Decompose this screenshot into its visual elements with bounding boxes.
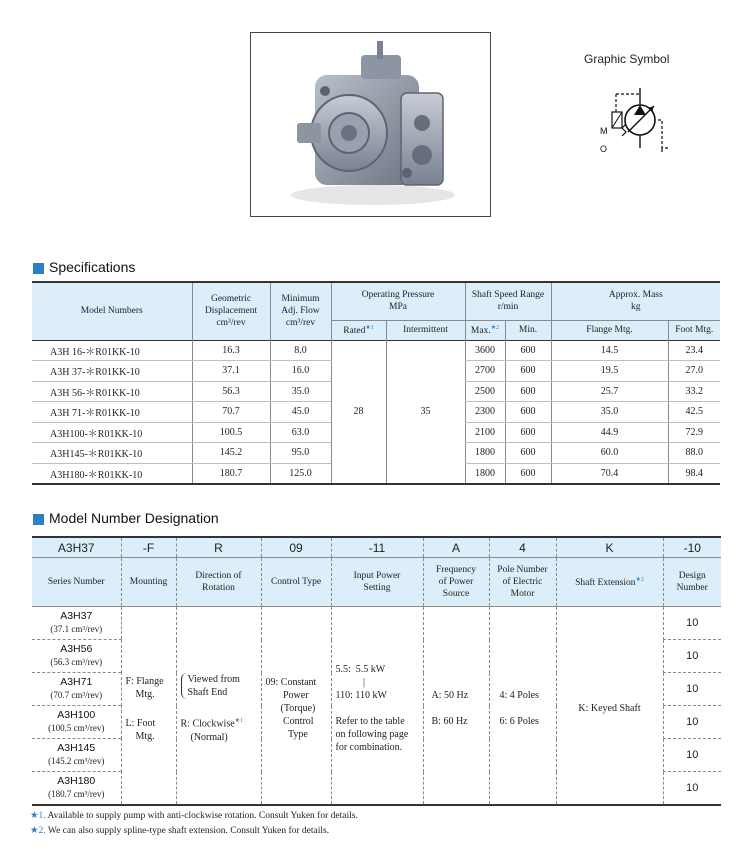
- code-pole-number: 4: [489, 537, 556, 558]
- section-marker-icon: [33, 514, 44, 525]
- spec-geo: 16.3: [192, 340, 270, 361]
- spec-geo: 180.7: [192, 463, 270, 484]
- code-frequency: A: [423, 537, 489, 558]
- spec-minflow: 63.0: [270, 422, 331, 443]
- spec-flange-mass: 35.0: [551, 402, 668, 423]
- graphic-symbol-title: Graphic Symbol: [584, 52, 670, 66]
- code-series: A3H37: [32, 537, 121, 558]
- spec-geo: 70.7: [192, 402, 270, 423]
- spec-flange-mass: 60.0: [551, 443, 668, 464]
- spec-flange-mass: 14.5: [551, 340, 668, 361]
- header-flange-mtg: Flange Mtg.: [551, 320, 668, 340]
- design-number: 10: [663, 772, 721, 806]
- spec-flange-mass: 19.5: [551, 361, 668, 382]
- direction-options: Viewed from Shaft End R: Clockwise$^{★1}$ (Normal): [176, 607, 261, 806]
- spec-minflow: 16.0: [270, 361, 331, 382]
- spec-flange-mass: 70.4: [551, 463, 668, 484]
- specifications-title: Specifications: [49, 259, 136, 275]
- footnote-2-text: We can also supply spline-type shaft extension. Consult Yuken for details.: [47, 826, 330, 836]
- section-marker-icon: [33, 263, 44, 274]
- spec-model: A3H 56-＊R01KK-10: [32, 381, 192, 402]
- spec-max-speed: 3600: [465, 340, 505, 361]
- design-number: 10: [663, 706, 721, 739]
- spec-model: A3H 71-＊R01KK-10: [32, 402, 192, 423]
- spec-foot-mass: 88.0: [668, 443, 720, 464]
- spec-geo: 145.2: [192, 443, 270, 464]
- spec-max-speed: 1800: [465, 443, 505, 464]
- design-number: 10: [663, 640, 721, 673]
- spec-minflow: 125.0: [270, 463, 331, 484]
- spec-geo: 37.1: [192, 361, 270, 382]
- spec-foot-mass: 23.4: [668, 340, 720, 361]
- designation-title: Model Number Designation: [49, 510, 219, 526]
- spec-min-speed: 600: [505, 443, 551, 464]
- spec-geo: 100.5: [192, 422, 270, 443]
- label-control-type: Control Type: [261, 558, 331, 607]
- spec-model: A3H100-＊R01KK-10: [32, 422, 192, 443]
- spec-foot-mass: 33.2: [668, 381, 720, 402]
- mounting-options: F: Flange Mtg. L: Foot Mtg.: [121, 607, 176, 806]
- label-series-number: Series Number: [32, 558, 121, 607]
- header-operating-pressure: Operating Pressure MPa: [331, 282, 465, 320]
- code-mounting: -F: [121, 537, 176, 558]
- header-rated: Rated$^{★1}$: [331, 320, 386, 340]
- header-foot-mtg: Foot Mtg.: [668, 320, 720, 340]
- spec-geo: 56.3: [192, 381, 270, 402]
- spec-minflow: 45.0: [270, 402, 331, 423]
- design-number: 10: [663, 673, 721, 706]
- series-item: A3H71 (70.7 cm³/rev): [32, 673, 121, 706]
- spec-min-speed: 600: [505, 381, 551, 402]
- header-min: Min.: [505, 320, 551, 340]
- spec-min-speed: 600: [505, 422, 551, 443]
- label-input-power: Input Power Setting: [331, 558, 423, 607]
- footnote-2-mark: ★2.: [30, 826, 46, 836]
- label-mounting: Mounting: [121, 558, 176, 607]
- specifications-table: [32, 281, 720, 485]
- spec-min-speed: 600: [505, 361, 551, 382]
- spec-min-speed: 600: [505, 402, 551, 423]
- label-design-number: Design Number: [663, 558, 721, 607]
- pole-options: 4: 4 Poles 6: 6 Poles: [489, 607, 556, 806]
- design-number: 10: [663, 739, 721, 772]
- symbol-label-m: M: [600, 126, 608, 136]
- spec-foot-mass: 72.9: [668, 422, 720, 443]
- spec-minflow: 95.0: [270, 443, 331, 464]
- spec-model: A3H180-＊R01KK-10: [32, 463, 192, 484]
- header-model-numbers: Model Numbers: [32, 282, 192, 340]
- footnote-1-text: Available to supply pump with anti-clockwise rotation. Consult Yuken for details.: [47, 811, 358, 821]
- footnote-1-mark: ★1.: [30, 811, 46, 821]
- header-minimum-adj-flow: Minimum Adj. Flow cm³/rev: [270, 282, 331, 340]
- label-direction: Direction of Rotation: [176, 558, 261, 607]
- label-shaft-extension: Shaft Extension$^{★2}$: [556, 558, 663, 607]
- spec-foot-mass: 42.5: [668, 402, 720, 423]
- spec-max-speed: 2500: [465, 381, 505, 402]
- input-power-options: 5.5: 5.5 kW | 110: 110 kW Refer to the table on following page for combination.: [331, 607, 423, 806]
- code-design: -10: [663, 537, 721, 558]
- spec-minflow: 35.0: [270, 381, 331, 402]
- spec-model: A3H 16-＊R01KK-10: [32, 340, 192, 361]
- spec-model: A3H145-＊R01KK-10: [32, 443, 192, 464]
- code-control: 09: [261, 537, 331, 558]
- pump-hydraulic-symbol-icon: [596, 82, 676, 162]
- spec-rated-pressure: 28: [331, 340, 386, 484]
- spec-flange-mass: 25.7: [551, 381, 668, 402]
- frequency-options: A: 50 Hz B: 60 Hz: [423, 607, 489, 806]
- code-shaft: K: [556, 537, 663, 558]
- label-pole-number: Pole Number of Electric Motor: [489, 558, 556, 607]
- header-approx-mass: Approx. Mass kg: [551, 282, 720, 320]
- graphic-symbol: [596, 82, 676, 162]
- pump-photo: [250, 32, 491, 217]
- symbol-label-o: O: [600, 144, 608, 154]
- design-number: 10: [663, 607, 721, 640]
- spec-flange-mass: 44.9: [551, 422, 668, 443]
- spec-min-speed: 600: [505, 463, 551, 484]
- header-intermittent: Intermittent: [386, 320, 465, 340]
- code-direction: R: [176, 537, 261, 558]
- spec-minflow: 8.0: [270, 340, 331, 361]
- control-options: 09: Constant Power (Torque) Control Type: [261, 607, 331, 806]
- footnote-1: [30, 810, 358, 821]
- spec-intermittent-pressure: 35: [386, 340, 465, 484]
- shaft-options: K: Keyed Shaft: [556, 607, 663, 806]
- spec-min-speed: 600: [505, 340, 551, 361]
- series-item: A3H37 (37.1 cm³/rev): [32, 607, 121, 640]
- pump-illustration: [251, 33, 490, 216]
- series-item: A3H180 (180.7 cm³/rev): [32, 772, 121, 806]
- footnote-2: [30, 825, 329, 836]
- header-max: Max.$^{★2}$: [465, 320, 505, 340]
- header-shaft-speed-range: Shaft Speed Range r/min: [465, 282, 551, 320]
- series-item: A3H56 (56.3 cm³/rev): [32, 640, 121, 673]
- spec-max-speed: 1800: [465, 463, 505, 484]
- label-frequency: Frequency of Power Source: [423, 558, 489, 607]
- series-item: A3H145 (145.2 cm³/rev): [32, 739, 121, 772]
- designation-table: [32, 536, 721, 806]
- series-item: A3H100 (100.5 cm³/rev): [32, 706, 121, 739]
- spec-max-speed: 2700: [465, 361, 505, 382]
- spec-max-speed: 2300: [465, 402, 505, 423]
- spec-foot-mass: 98.4: [668, 463, 720, 484]
- spec-foot-mass: 27.0: [668, 361, 720, 382]
- spec-max-speed: 2100: [465, 422, 505, 443]
- header-geometric-displacement: Geometric Displacement cm³/rev: [192, 282, 270, 340]
- spec-model: A3H 37-＊R01KK-10: [32, 361, 192, 382]
- code-input-power: -11: [331, 537, 423, 558]
